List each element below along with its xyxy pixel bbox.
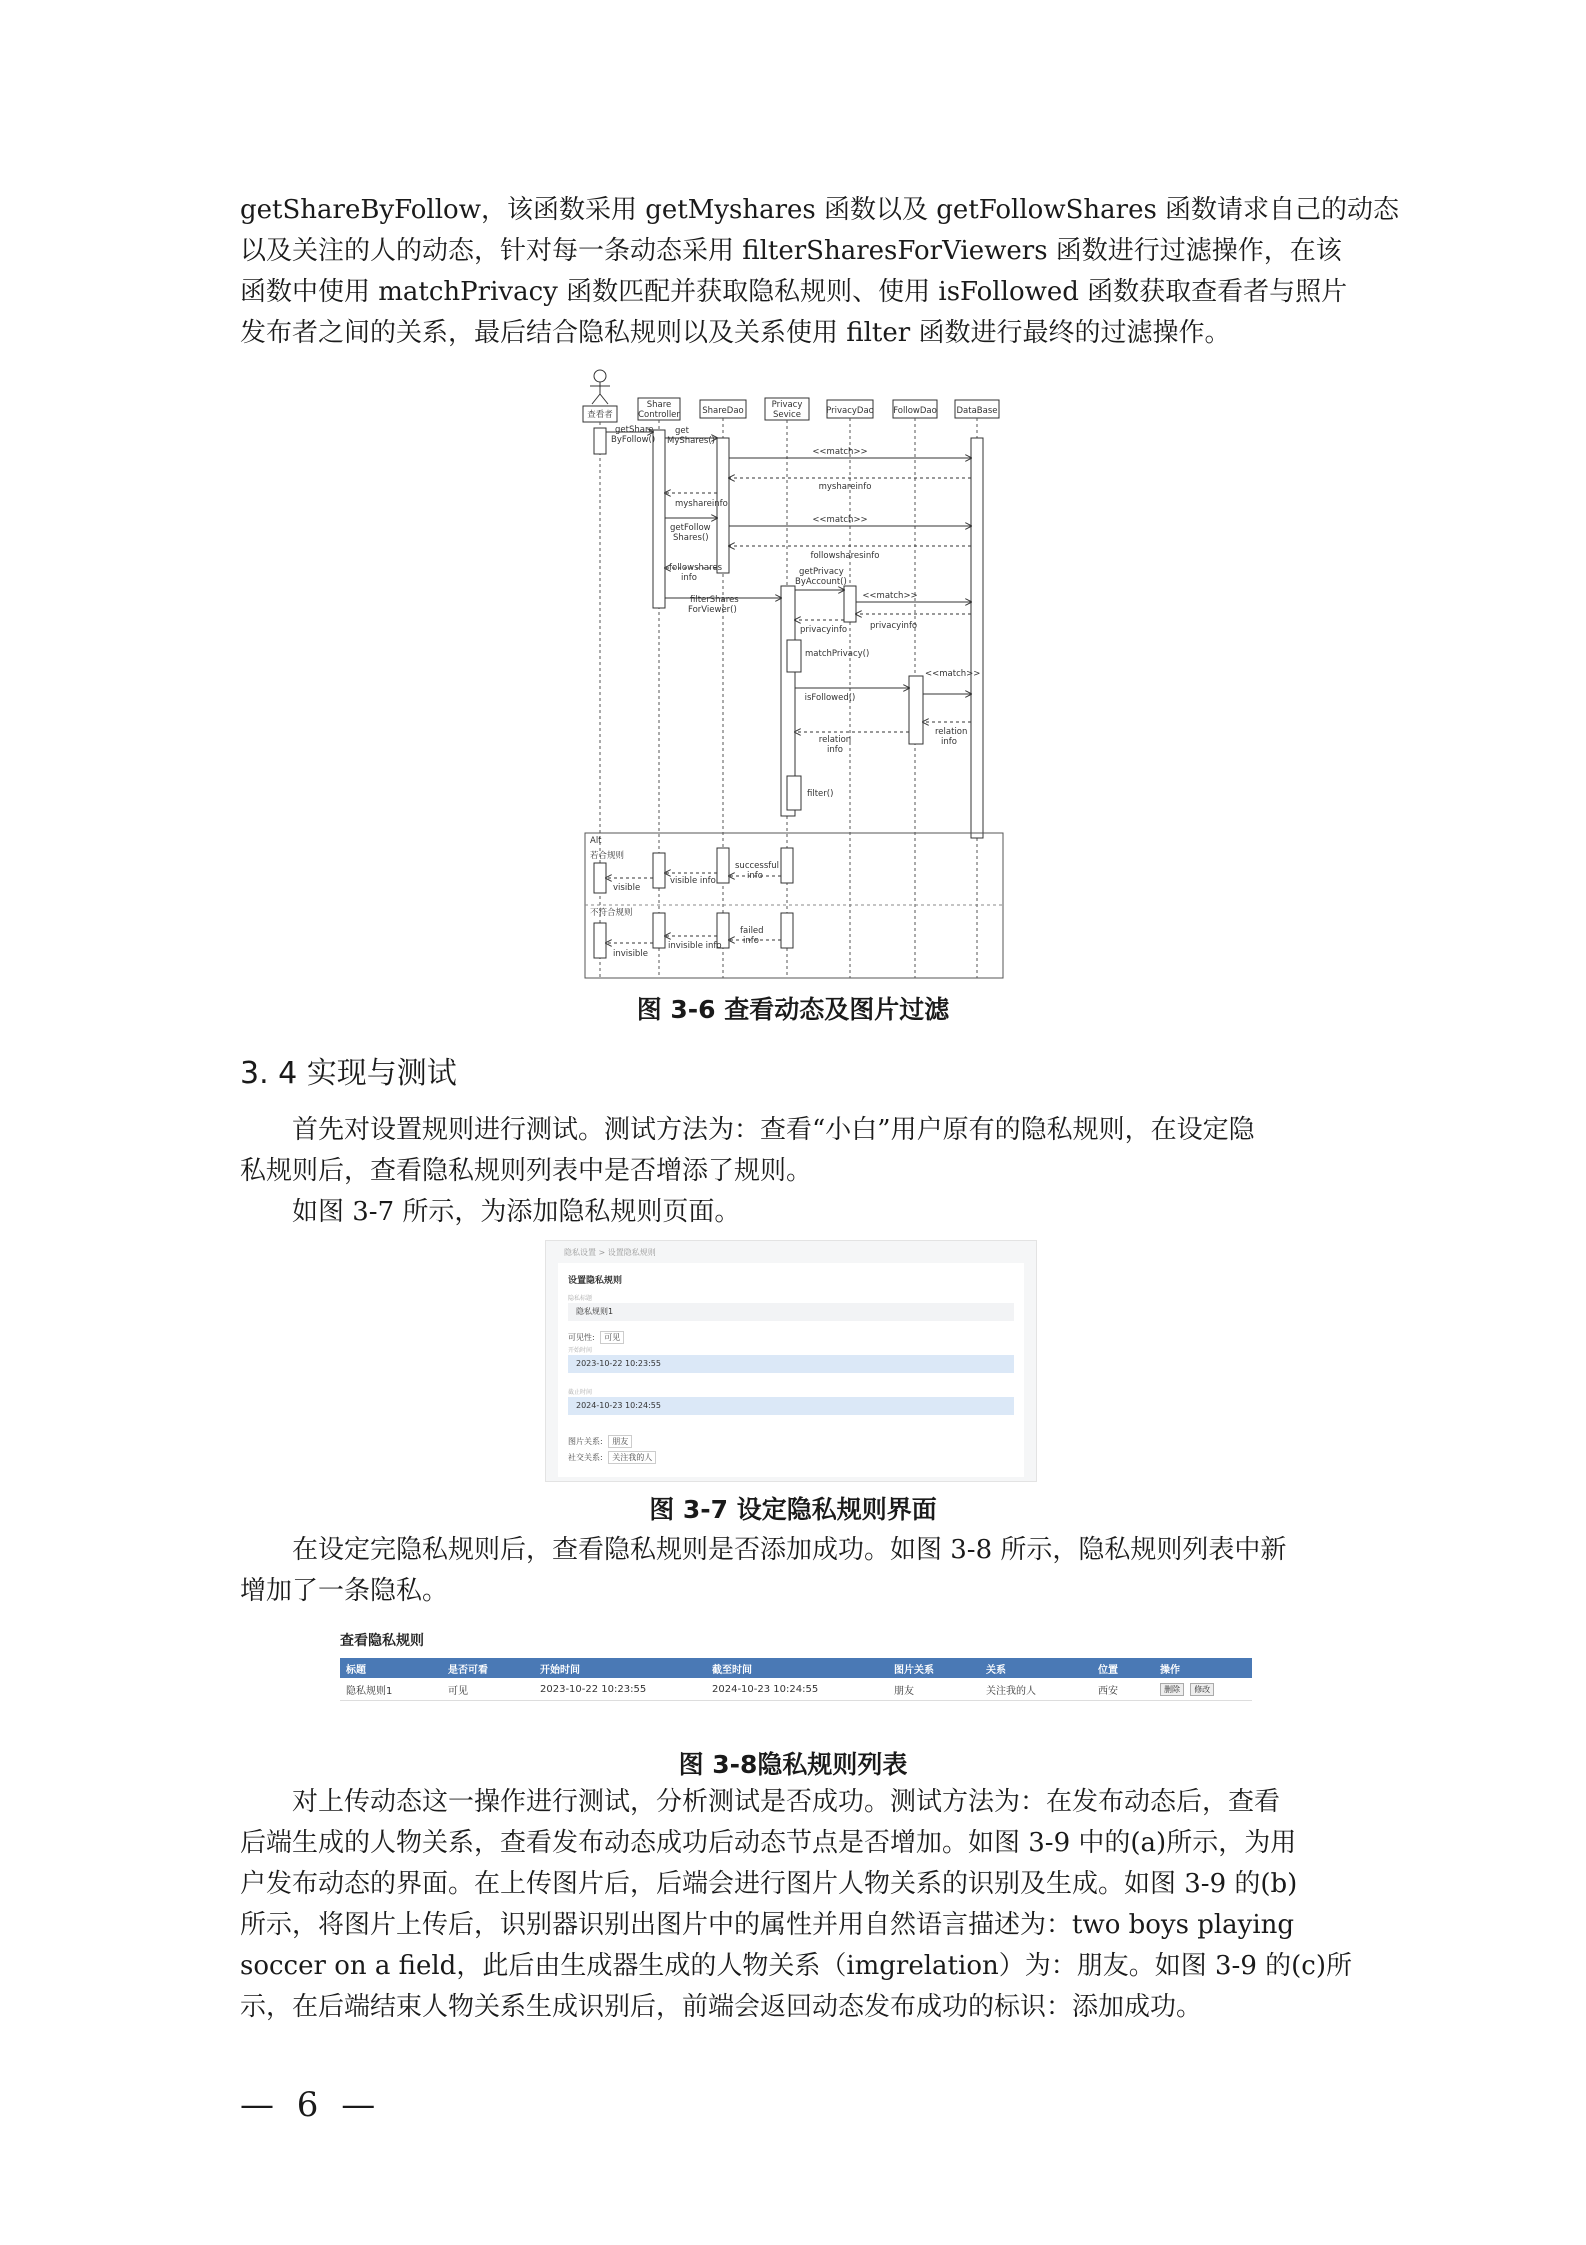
message-label: myshareinfo (675, 499, 728, 509)
social-relation-select[interactable]: 关注我的人 (608, 1451, 656, 1464)
upload-test-paragraph (240, 1782, 1350, 2028)
message-label: followshares (669, 563, 723, 573)
table-header-row (340, 1658, 1252, 1678)
image-relation-label: 图片关系: (568, 1437, 603, 1446)
page-number: — 6 — (240, 2085, 382, 2125)
figure-caption: 图 3-6 查看动态及图片过滤 (636, 995, 950, 1024)
table-cell: 关注我的人 (980, 1678, 1092, 1701)
sequence-diagram (575, 358, 1015, 983)
lifeline-label: FollowDao (893, 406, 937, 416)
table-cell: 可见 (442, 1678, 534, 1701)
text-line: 后端生成的人物关系，查看发布动态成功后动态节点是否增加。如图 3-9 中的(a)所示，为用 (240, 1828, 1297, 1858)
column-header: 位置 (1092, 1658, 1154, 1678)
message-label: Shares() (673, 533, 709, 543)
title-input[interactable]: 隐私规则1 (568, 1303, 1014, 1321)
start-time-input[interactable]: 2023-10-22 10:23:55 (568, 1355, 1014, 1373)
table-cell: 2023-10-22 10:23:55 (534, 1678, 706, 1701)
table-cell: 2024-10-23 10:24:55 (706, 1678, 888, 1701)
table-cell: 朋友 (888, 1678, 980, 1701)
table-cell: 隐私规则1 (340, 1678, 442, 1701)
message-label: <<match>> (925, 669, 981, 679)
message-label: get (675, 426, 689, 436)
message-label: ByFollow() (611, 435, 656, 445)
social-relation-label: 社交关系: (568, 1453, 603, 1462)
test-paragraph (240, 1110, 1350, 1233)
message-label: info (941, 737, 957, 747)
message-label: ForViewer() (688, 605, 737, 615)
text-line: 首先对设置规则进行测试。测试方法为：查看“小白”用户原有的隐私规则，在设定隐 (292, 1115, 1255, 1145)
delete-button[interactable]: 删除 (1160, 1683, 1184, 1696)
table-cell: 西安 (1092, 1678, 1154, 1701)
column-header: 开始时间 (534, 1658, 706, 1678)
field-label: 隐私标题 (568, 1295, 593, 1302)
alt-case: 若合规则 (590, 851, 625, 861)
intro-paragraph (240, 190, 1400, 354)
figure-caption: 图 3-8隐私规则列表 (678, 1750, 908, 1779)
actor-icon (590, 370, 610, 404)
rules-table (340, 1658, 1252, 1701)
column-header: 是否可看 (442, 1658, 534, 1678)
column-header: 操作 (1154, 1658, 1252, 1678)
message-label: visible (613, 883, 641, 893)
figure-caption: 图 3-7 设定隐私规则界面 (649, 1495, 937, 1524)
alt-label: Alt (590, 836, 602, 846)
message-label: <<match>> (812, 447, 868, 457)
text-line: 示，在后端结束人物关系生成识别后，前端会返回动态发布成功的标识：添加成功。 (240, 1992, 1203, 2022)
message-label: followsharesinfo (810, 551, 880, 561)
alt-case: 不符合规则 (590, 908, 633, 918)
message-label: relation (818, 735, 852, 745)
text-line: 函数中使用 matchPrivacy 函数匹配并获取隐私规则、使用 isFollowed 函数获取查看者与照片 (240, 277, 1348, 307)
message-label: privacyinfo (800, 625, 848, 635)
actions-cell (1154, 1678, 1252, 1701)
message-label: getFollow (670, 523, 711, 533)
text-line: 增加了一条隐私。 (240, 1576, 449, 1606)
lifeline-label: ShareDao (702, 406, 744, 416)
message-label: MyShares() (667, 436, 715, 446)
breadcrumb: 隐私设置 > 设置隐私规则 (564, 1248, 656, 1257)
image-relation-select[interactable]: 朋友 (608, 1435, 632, 1448)
rules-title: 查看隐私规则 (340, 1633, 424, 1649)
text-line: 对上传动态这一操作进行测试，分析测试是否成功。测试方法为：在发布动态后，查看 (292, 1787, 1281, 1817)
message-label: info (743, 936, 759, 946)
text-line: 户发布动态的界面。在上传图片后，后端会进行图片人物关系的识别及生成。如图 3-9 的(b) (240, 1869, 1298, 1899)
lifeline-label: PrivacyDao (826, 406, 874, 416)
message-label: invisible (613, 949, 648, 959)
lifeline-label: Privacy (771, 400, 803, 410)
actor-label: 查看者 (587, 410, 613, 420)
edit-button[interactable]: 修改 (1190, 1683, 1214, 1696)
message-label: <<match>> (812, 515, 868, 525)
message-label: relation (935, 727, 968, 737)
privacy-rule-form (545, 1240, 1037, 1482)
text-line: 所示，将图片上传后，识别器识别出图片中的属性并用自然语言描述为：two boys playing (240, 1910, 1295, 1940)
text-line: 如图 3-7 所示，为添加隐私规则页面。 (292, 1197, 741, 1227)
visibility-select[interactable]: 可见 (600, 1331, 624, 1344)
message-label: getShare (615, 425, 654, 435)
message-label: filter() (807, 789, 834, 799)
message-label: failed (740, 926, 764, 936)
visibility-row (568, 1331, 624, 1344)
message-label: isFollowed() (804, 693, 856, 703)
text-line: 在设定完隐私规则后，查看隐私规则是否添加成功。如图 3-8 所示，隐私规则列表中新 (292, 1535, 1287, 1565)
privacy-rules-list (340, 1630, 1252, 1701)
column-header: 关系 (980, 1658, 1092, 1678)
table-row (340, 1678, 1252, 1701)
field-label: 开始时间 (568, 1347, 593, 1354)
message-label: successful (735, 861, 779, 871)
lifeline-label: Sevice (773, 410, 801, 420)
form-title: 设置隐私规则 (568, 1276, 623, 1286)
field-label: 截止时间 (568, 1389, 593, 1396)
column-header: 截至时间 (706, 1658, 888, 1678)
lifeline-label: DataBase (956, 406, 998, 416)
text-line: getShareByFollow，该函数采用 getMyshares 函数以及 getFollowShares 函数请求自己的动态 (240, 195, 1400, 225)
message-label: matchPrivacy() (805, 649, 870, 659)
image-relation-row (568, 1435, 632, 1448)
text-line: 私规则后，查看隐私规则列表中是否增添了规则。 (240, 1156, 813, 1186)
message-label: info (827, 745, 843, 755)
column-header: 标题 (340, 1658, 442, 1678)
message-label: info (681, 573, 697, 583)
message-label: privacyinfo (870, 621, 918, 631)
message-label: invisible info (668, 941, 722, 951)
message-label: myshareinfo (818, 482, 872, 492)
lifeline-label: Controller (638, 410, 680, 420)
end-time-input[interactable]: 2024-10-23 10:24:55 (568, 1397, 1014, 1415)
text-line: 以及关注的人的动态，针对每一条动态采用 filterSharesForViewers 函数进行过滤操作，在该 (240, 236, 1342, 266)
social-relation-row (568, 1451, 656, 1464)
text-line: soccer on a field，此后由生成器生成的人物关系（imgrelation）为：朋友。如图 3-9 的(c)所 (240, 1951, 1352, 1981)
message-label: info (747, 871, 763, 881)
column-header: 图片关系 (888, 1658, 980, 1678)
message-label: ByAccount() (795, 577, 847, 587)
lifeline-label: Share (646, 400, 672, 410)
message-label: visible info (670, 876, 716, 886)
message-label: <<match>> (862, 591, 918, 601)
section-heading: 3. 4 实现与测试 (240, 1056, 457, 1091)
result-paragraph (240, 1530, 1350, 1612)
text-line: 发布者之间的关系，最后结合隐私规则以及关系使用 filter 函数进行最终的过滤操作。 (240, 318, 1231, 348)
form-card (558, 1263, 1024, 1477)
message-label: getPrivacy (799, 567, 844, 577)
visibility-label: 可见性: (568, 1333, 595, 1342)
message-label: filterShares (690, 595, 739, 605)
